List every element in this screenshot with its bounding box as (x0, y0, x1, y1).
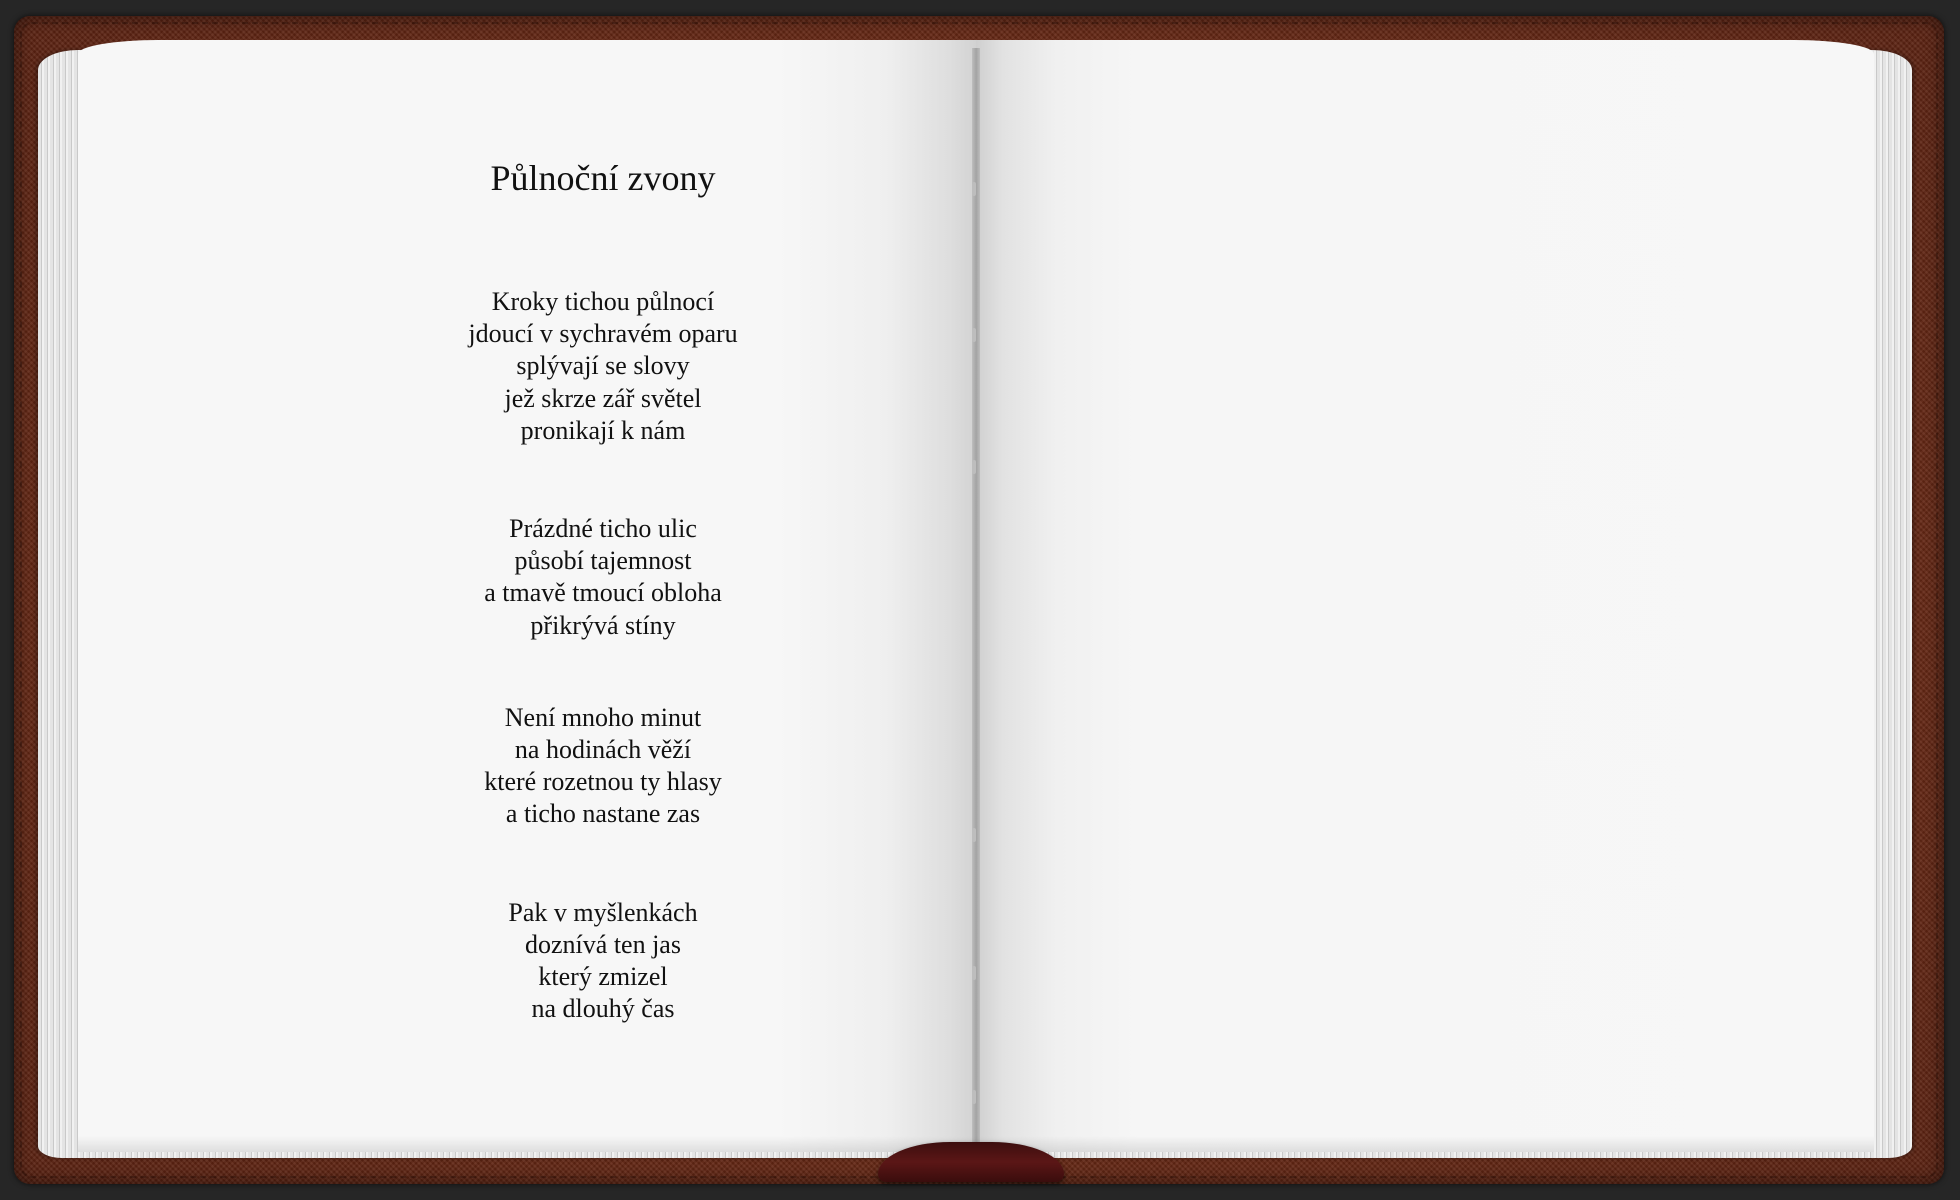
poem-line: Kroky tichou půlnocí (491, 287, 715, 316)
poem-line: splývají se slovy (516, 351, 690, 381)
binding-stitch (972, 966, 976, 980)
left-page[interactable] (78, 40, 976, 1152)
poem-line: Není mnoho minut (504, 702, 702, 732)
poem-line: který zmizel (538, 962, 668, 992)
poem-line: přikrývá stíny (530, 610, 676, 640)
poem (408, 154, 798, 1025)
right-page[interactable] (976, 40, 1874, 1152)
binding-stitch (972, 828, 976, 842)
poem-line: a ticho nastane zas (505, 799, 701, 829)
binding-stitch (972, 1090, 976, 1104)
poem-line: pronikají k nám (520, 415, 686, 445)
stanza-4 (408, 897, 798, 1026)
binding-stitch (972, 182, 976, 196)
poem-line: jdoucí v sychravém oparu (468, 319, 738, 349)
poem-line: a tmavě tmoucí obloha (484, 578, 722, 608)
poem-line: Prázdné ticho ulic (509, 514, 697, 544)
stanza-3 (408, 702, 798, 831)
stanza-1 (408, 286, 798, 447)
poem-line: které rozetnou ty hlasy (484, 767, 722, 797)
binding-stitch (972, 328, 976, 342)
poem-line: působí tajemnost (514, 546, 692, 576)
poem-line: doznívá ten jas (525, 929, 681, 959)
poem-line: Pak v myšlenkách (508, 897, 698, 927)
poem-line: jež skrze zář světel (504, 383, 702, 413)
stanza-2 (408, 513, 798, 642)
bookmark-ribbon[interactable] (878, 1142, 1064, 1182)
poem-title: Půlnoční zvony (490, 158, 716, 198)
binding-stitch (972, 460, 976, 474)
poem-line: na hodinách věží (514, 735, 692, 765)
poem-line: na dlouhý čas (531, 994, 675, 1024)
